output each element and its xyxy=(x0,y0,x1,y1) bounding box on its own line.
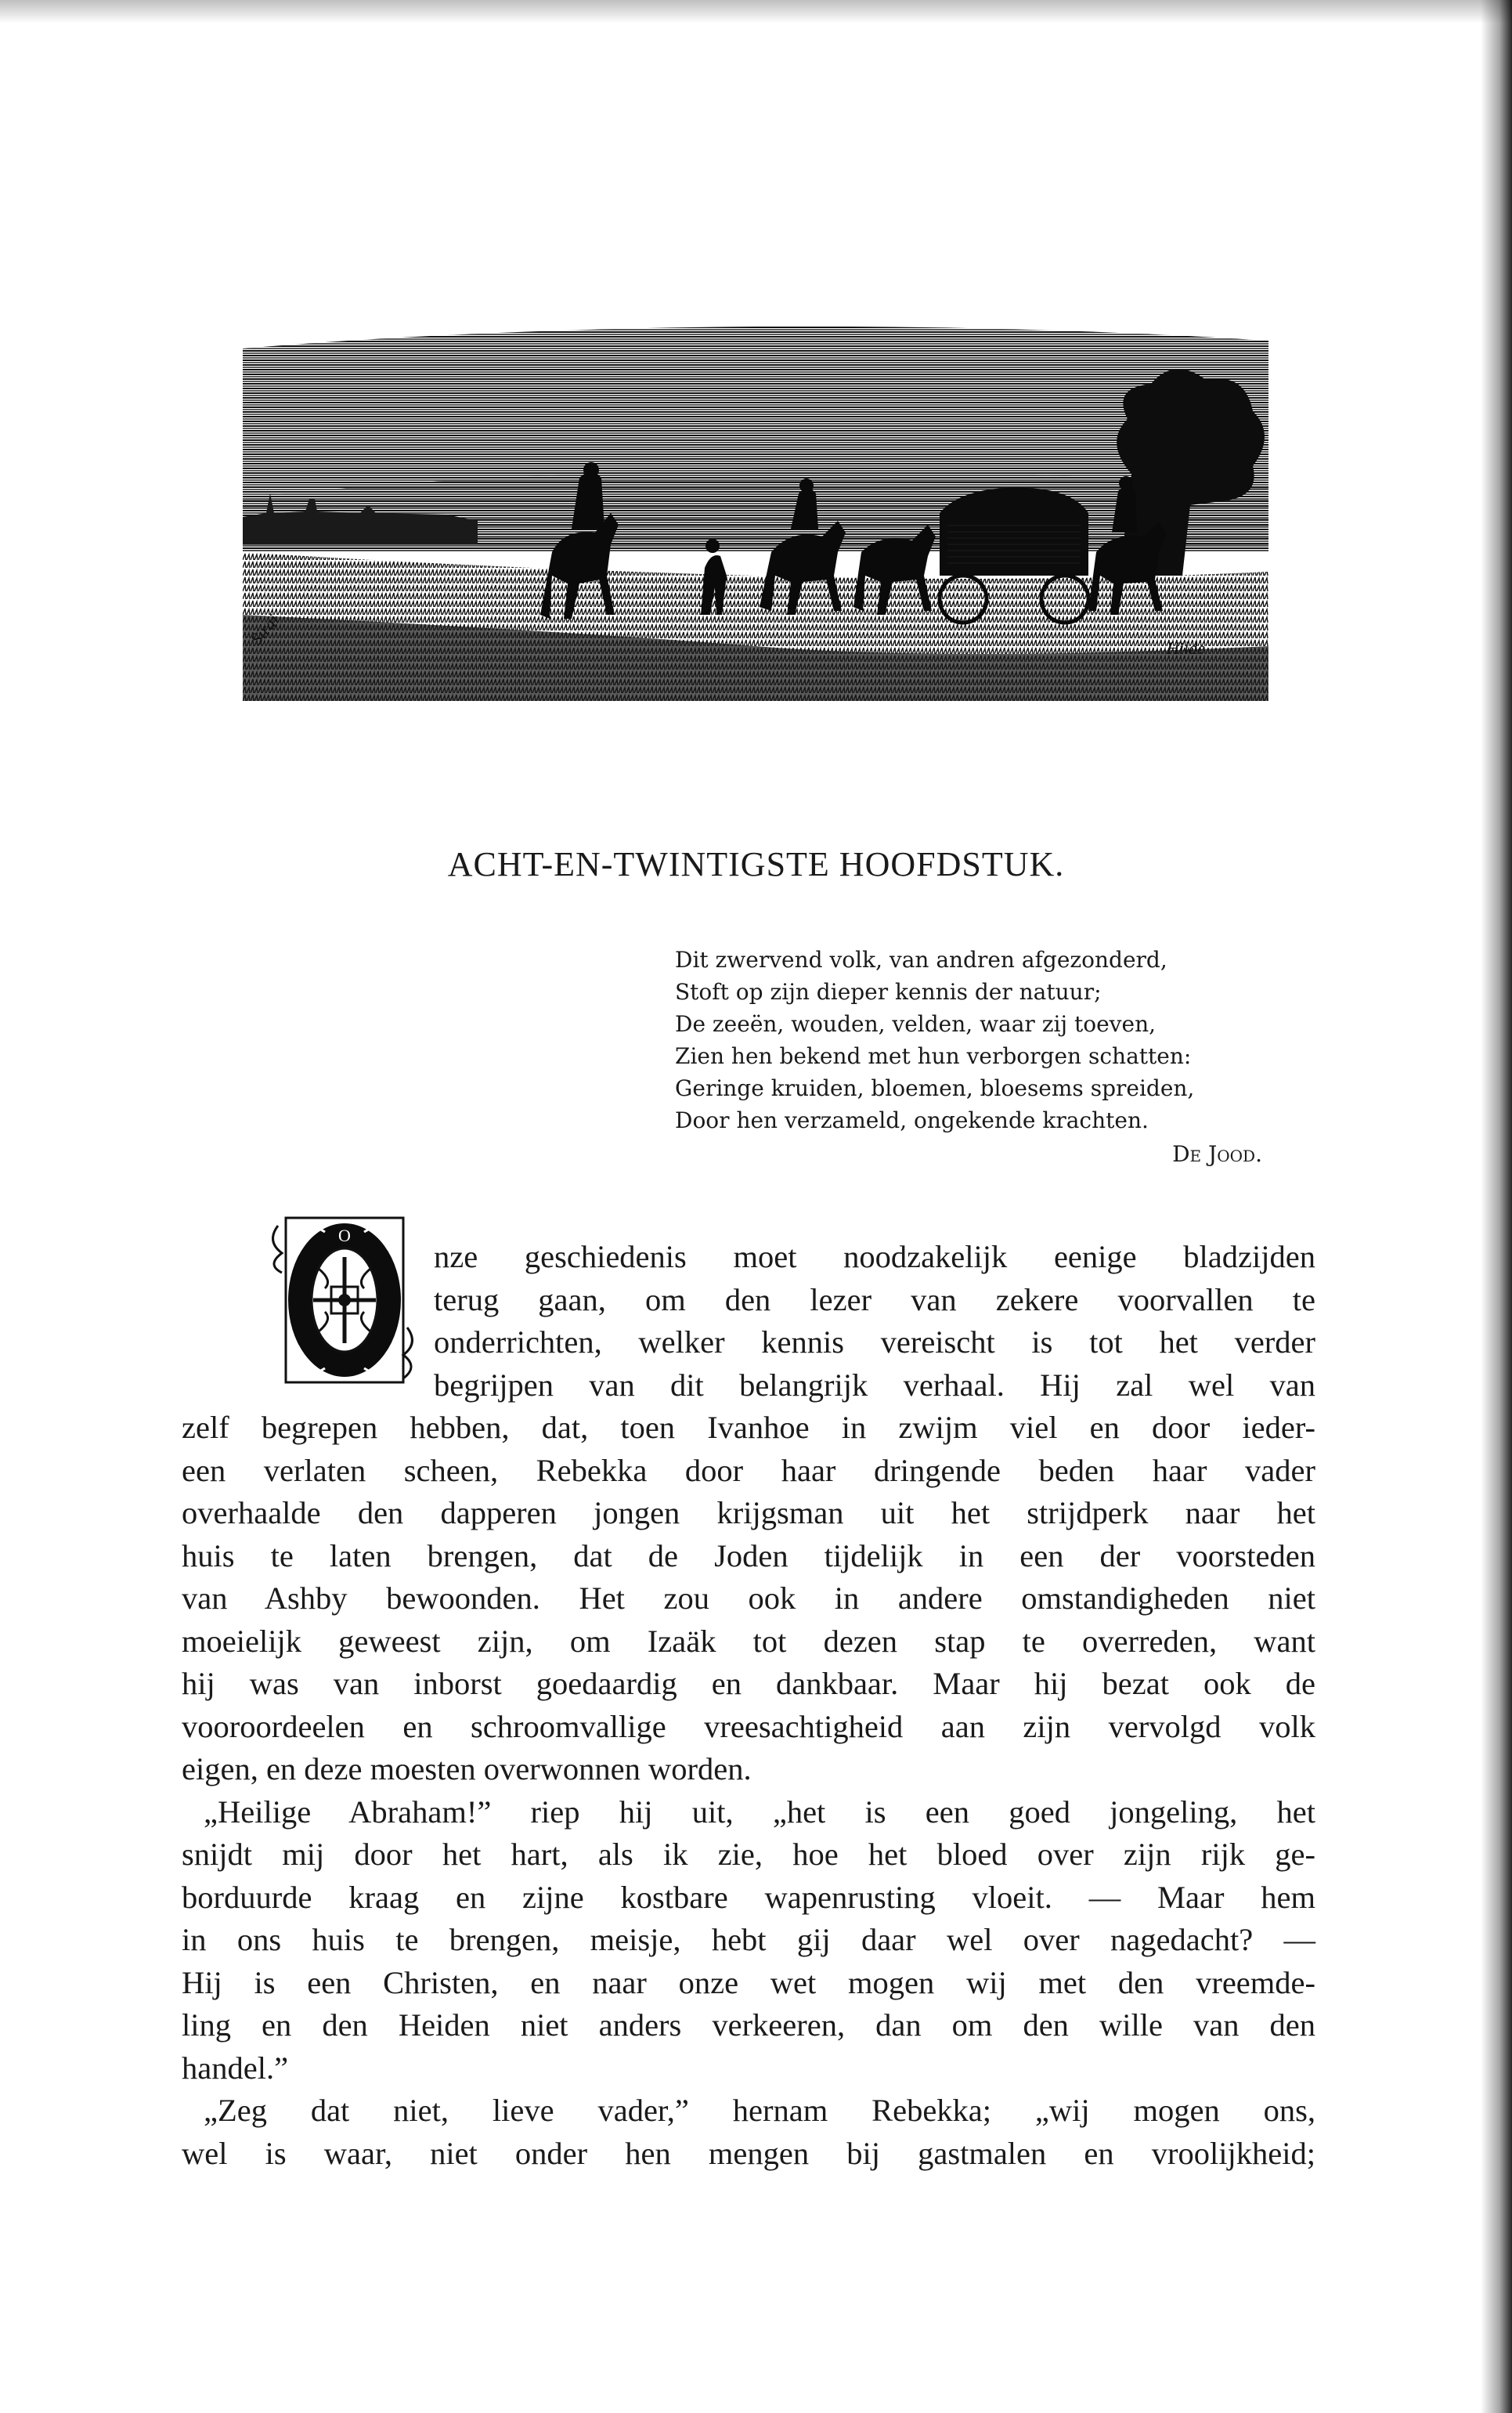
body-line: snijdt mij door het hart, als ik zie, hoe het bloed over zijn rijk ge- xyxy=(182,1837,1315,1872)
epigraph-line: Stoft op zijn dieper kennis der natuur; xyxy=(675,979,1102,1005)
epigraph-line: Geringe kruiden, bloemen, bloesems spreiden, xyxy=(675,1075,1195,1101)
body-line: onderrichten, welker kennis vereischt is tot het verder xyxy=(434,1324,1315,1360)
body-line: nze geschiedenis moet noodzakelijk eenige bladzijden xyxy=(434,1239,1315,1274)
body-line: vooroordeelen en schroomvallige vreesachtigheid aan zijn vervolgd volk xyxy=(182,1708,1315,1744)
chapter-title: ACHT-EN-TWINTIGSTE HOOFDSTUK. xyxy=(447,845,1065,883)
body-line: huis te laten brengen, dat de Joden tijdelijk in een der voorsteden xyxy=(182,1537,1315,1573)
body-line: terug gaan, om den lezer van zekere voorvallen te xyxy=(434,1281,1315,1317)
body-line: handel.” xyxy=(182,2050,289,2086)
page-edge-shadow-right xyxy=(1481,0,1512,2413)
body-line: begrijpen van dit belangrijk verhaal. Hij zal wel van xyxy=(434,1367,1315,1403)
epigraph-line: Door hen verzameld, ongekende krachten. xyxy=(675,1107,1149,1133)
body-line: overhaalde den dapperen jongen krijgsman uit het strijdperk naar het xyxy=(182,1495,1315,1530)
body-line: zelf begrepen hebben, dat, toen Ivanhoe in zwijm viel en door ieder- xyxy=(182,1410,1315,1445)
body-line: eigen, en deze moesten overwonnen worden. xyxy=(182,1751,752,1786)
epigraph xyxy=(675,944,1270,1170)
body-line: wel is waar, niet onder hen mengen bij gastmalen en vroolijkheid; xyxy=(182,2135,1315,2171)
body-line: hij was van inborst goedaardig en dankbaar. Maar hij bezat ook de xyxy=(182,1666,1315,1701)
drop-cap-letter: O xyxy=(338,1226,351,1245)
body-line: „Heilige Abraham!” riep hij uit, „het is een goed jongeling, het xyxy=(204,1793,1315,1830)
artist-signature-right: Hilde xyxy=(1167,638,1205,658)
epigraph-line: De zeeën, wouden, velden, waar zij toeven, xyxy=(675,1011,1157,1037)
body-line: in ons huis te brengen, meisje, hebt gij daar wel over nagedacht? — xyxy=(182,1922,1315,1957)
artist-signature-left: Sirai xyxy=(246,610,283,649)
body-line: van Ashby bewoonden. Het zou ook in andere omstandigheden niet xyxy=(182,1580,1315,1616)
body-line: Hij is een Christen, en naar onze wet mogen wij met den vreemde- xyxy=(182,1964,1315,2000)
epigraph-line: Zien hen bekend met hun verborgen schatten: xyxy=(675,1043,1192,1069)
body-line: een verlaten scheen, Rebekka door haar dringende beden haar vader xyxy=(182,1452,1315,1488)
epigraph-line: Dit zwervend volk, van andren afgezonderd, xyxy=(675,947,1167,973)
page-edge-shadow-top xyxy=(0,0,1512,23)
epigraph-attribution: De Jood. xyxy=(1172,1141,1262,1167)
body-line: „Zeg dat niet, lieve vader,” hernam Rebekka; „wij mogen ons, xyxy=(204,2093,1315,2128)
body-line: borduurde kraag en zijne kostbare wapenrusting vloeit. — Maar hem xyxy=(182,1879,1315,1915)
body-text xyxy=(182,1236,1315,2175)
body-line: ling en den Heiden niet anders verkeeren, dan om den wille van den xyxy=(182,2007,1315,2043)
body-line: moeielijk geweest zijn, om Izaäk tot dezen stap te overreden, want xyxy=(182,1623,1315,1659)
header-illustration xyxy=(243,317,1268,701)
